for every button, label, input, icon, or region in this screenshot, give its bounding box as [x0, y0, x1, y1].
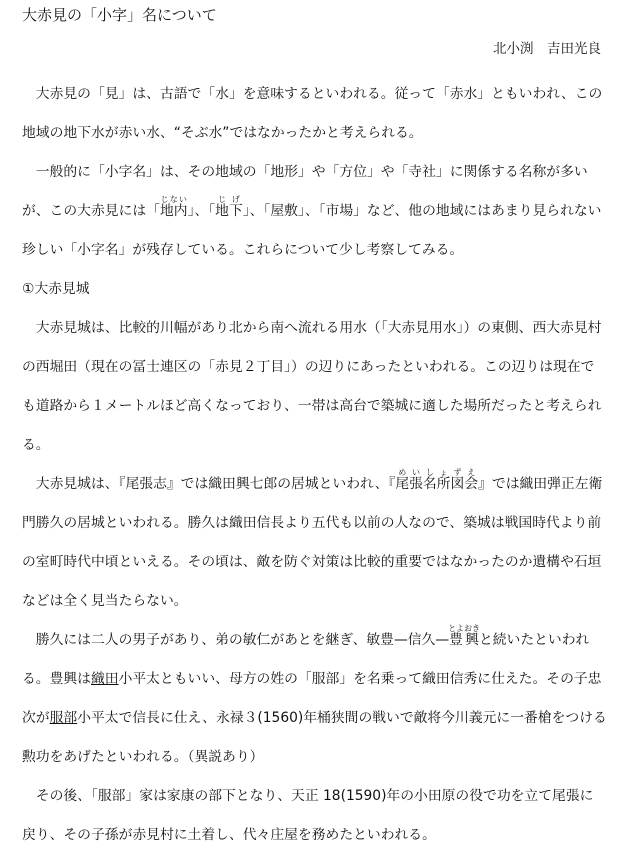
p4-text-a: 大赤見城は、『尾張志』では織田興七郎の居城といわれ、『: [35, 476, 396, 492]
paragraph-3: 大赤見城は、比較的川幅があり北から南へ流れる用水（「大赤見用水」）の東側、西大赤見村の西堀田（現在の冨士連区の「赤見２丁目」）の辺りにあったといわれる。この辺りは現在でも道路から１メートルほど高くなっており、一帯は高台で築城に適した場所だったと考えられる。: [22, 320, 602, 453]
p2-text-a: 一般的に「小字名」は、その地域の「地形」や「方位」や「寺社」に関係する名称が多いが、この大赤見には「: [22, 164, 588, 219]
ruby-meishozue: 尾張名所図会めいしょずえ: [395, 468, 479, 492]
paragraph-5: [22, 621, 607, 777]
p5-text-d: 小平太ともいい、母方の姓の「服部」を名乗って織田信秀に仕えた。その子忠次が: [22, 671, 602, 726]
p5-dash-1: —: [393, 632, 408, 648]
paragraph-1: 大赤見の「見」は、古語で「水」を意味するといわれる。従って「赤水」ともいわれ、この地域の地下水が赤い水、“そぶ水”ではなかったかと考えられる。: [22, 86, 603, 141]
ruby-jinai: 地内じない: [159, 195, 188, 219]
section-heading: ①大赤見城: [22, 281, 90, 297]
ruby-toyooki: 豊興とよおき: [448, 624, 481, 648]
author-line: 北小渕 吉田光良: [493, 41, 601, 57]
paragraph-2: [22, 153, 607, 270]
p5-text-b: 信久: [407, 632, 436, 648]
document-title: 大赤見の「小字」名について: [22, 6, 217, 24]
paragraph-6: その後、「服部」家は家康の部下となり、天正 18(1590)年の小田原の役で功を立て尾張に戻り、その子孫が赤見村に土着し、代々庄屋を務めたといわれる。: [22, 788, 594, 843]
ruby-jige: 地下じげ: [215, 195, 243, 219]
p5-dash-2: —: [435, 632, 450, 648]
p2-text-c: 」、「屋敷」、「市場」など、他の地域にはあまり見られない珍しい「小字名」が残存している。これらについて少し考察してみる。: [22, 203, 602, 258]
p5-text-c: と続いたといわれる。豊興は: [22, 632, 590, 687]
p4-text-b: 』では織田弾正左衛門勝久の居城といわれる。勝久は織田信長より五代も以前の人なので、築城は戦国時代より前の室町時代中頃といえる。その頃は、敵を防ぐ対策は比較的重要ではなかったのか遺構や石垣などは全く見当たらない。: [22, 476, 603, 609]
underlined-oda: 織田: [90, 671, 119, 687]
p2-text-b: 」、「: [187, 203, 216, 219]
underlined-hattori: 服部: [49, 710, 78, 726]
p5-text-e: 小平太で信長に仕え、永禄３(1560)年桶狭間の戦いで敵将今川義元に一番槍をつける勲功をあげたといわれる。（異説あり）: [22, 710, 607, 765]
paragraph-4: [22, 465, 607, 621]
document-body: [22, 75, 607, 855]
p5-text-a: 勝久には二人の男子があり、弟の敏仁があとを継ぎ、敏豊: [35, 632, 394, 648]
